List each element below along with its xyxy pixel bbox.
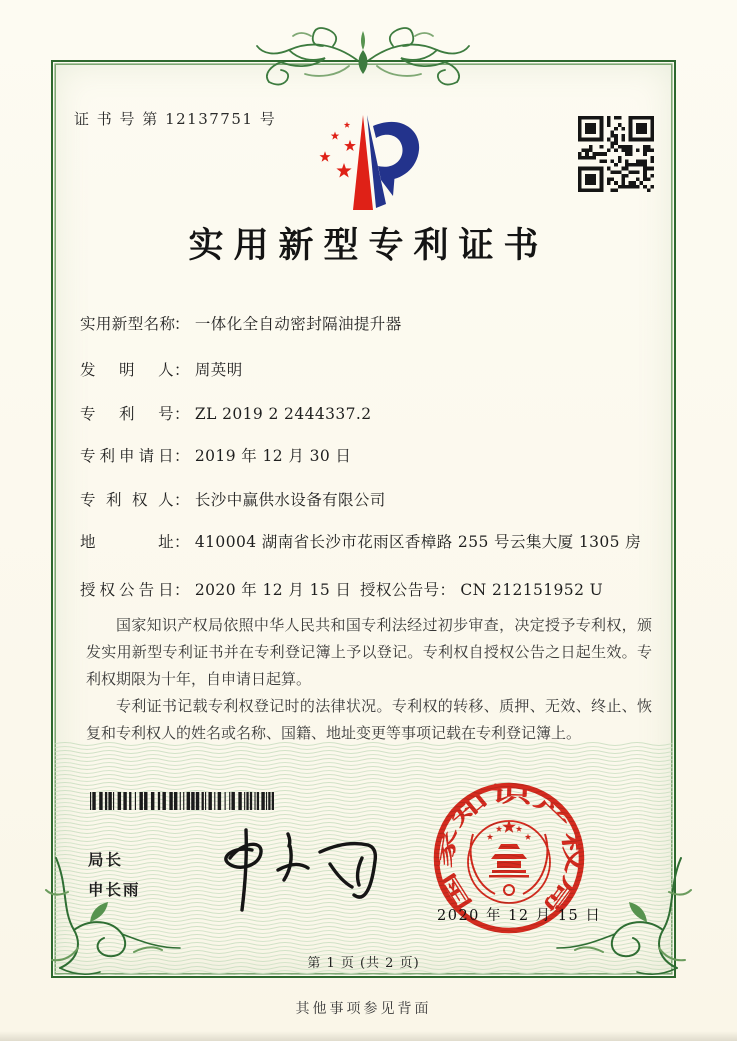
field-label: 地址	[80, 533, 174, 551]
field-row-utility-name	[80, 312, 646, 334]
paragraph: 专利证书记载专利权登记时的法律状况。专利权的转移、质押、无效、终止、恢复和专利权人的姓名或名称、国籍、地址变更等事项记载在专利登记簿上。	[86, 697, 652, 742]
field-row-inventor	[80, 358, 646, 380]
field-label: 发明人	[80, 361, 174, 379]
field-colon: ：	[174, 491, 190, 509]
officer-name: 申长雨	[88, 880, 141, 899]
field-colon: ：	[174, 315, 190, 333]
back-note: 其他事项参见背面	[295, 1001, 432, 1017]
field-colon: ：	[174, 533, 190, 551]
qr-code-icon	[578, 116, 654, 192]
field-value: 长沙中赢供水设备有限公司	[194, 491, 386, 509]
field-row-filing-date	[80, 444, 646, 466]
field-colon: ：	[174, 361, 190, 379]
seal-date: 2020 年 12 月 15 日	[437, 908, 602, 924]
field-label: 专利申请日	[80, 447, 174, 465]
top-ornament-icon	[253, 22, 473, 94]
field-value: ZL 2019 2 2444337.2	[194, 405, 372, 423]
seal-text: 国家知识产权局	[431, 781, 585, 916]
signature-icon	[190, 816, 400, 916]
field-label: 实用新型名称	[80, 315, 176, 333]
field-value: 2020 年 12 月 15 日	[194, 581, 352, 599]
svg-text:国家知识产权局	[431, 781, 587, 919]
field-row-patent-number	[80, 402, 646, 424]
field-colon: ：	[174, 405, 190, 423]
field-row-address	[80, 530, 646, 552]
field-value: CN 212151952 U	[460, 581, 604, 599]
grant-number-pair	[360, 578, 603, 600]
field-value: 一体化全自动密封隔油提升器	[194, 315, 402, 333]
cnipa-logo-icon	[305, 112, 423, 218]
field-value: 周英明	[194, 361, 243, 379]
barcode-icon	[90, 792, 276, 810]
national-emblem-icon	[468, 820, 550, 903]
legal-paragraphs	[86, 612, 652, 747]
field-value: 410004 湖南省长沙市花雨区香樟路 255 号云集大厦 1305 房	[194, 533, 642, 551]
field-label: 授权公告号	[360, 581, 440, 599]
field-label: 专利权人	[80, 491, 174, 509]
corner-flourish-left-icon	[38, 852, 188, 982]
field-colon: ：	[439, 581, 456, 599]
certificate-number: 证 书 号 第 12137751 号	[74, 110, 277, 128]
field-row-grant-date	[80, 578, 646, 600]
field-colon: ：	[174, 447, 190, 465]
paragraph: 国家知识产权局依照中华人民共和国专利法经过初步审查，决定授予专利权，颁发实用新型专利证书并在专利登记簿上予以登记。专利权自授权公告之日起生效。专利权期限为十年，自申请日起算。	[86, 616, 652, 688]
officer-title: 局长	[88, 850, 124, 869]
field-label: 授权公告日	[80, 581, 174, 599]
field-value: 2019 年 12 月 30 日	[194, 447, 352, 465]
field-colon: ：	[174, 581, 190, 599]
certificate-title: 实用新型专利证书	[188, 225, 549, 266]
field-label: 专利号	[80, 405, 174, 423]
field-row-patentee	[80, 488, 646, 510]
page-number: 第 1 页 (共 2 页)	[307, 956, 420, 971]
